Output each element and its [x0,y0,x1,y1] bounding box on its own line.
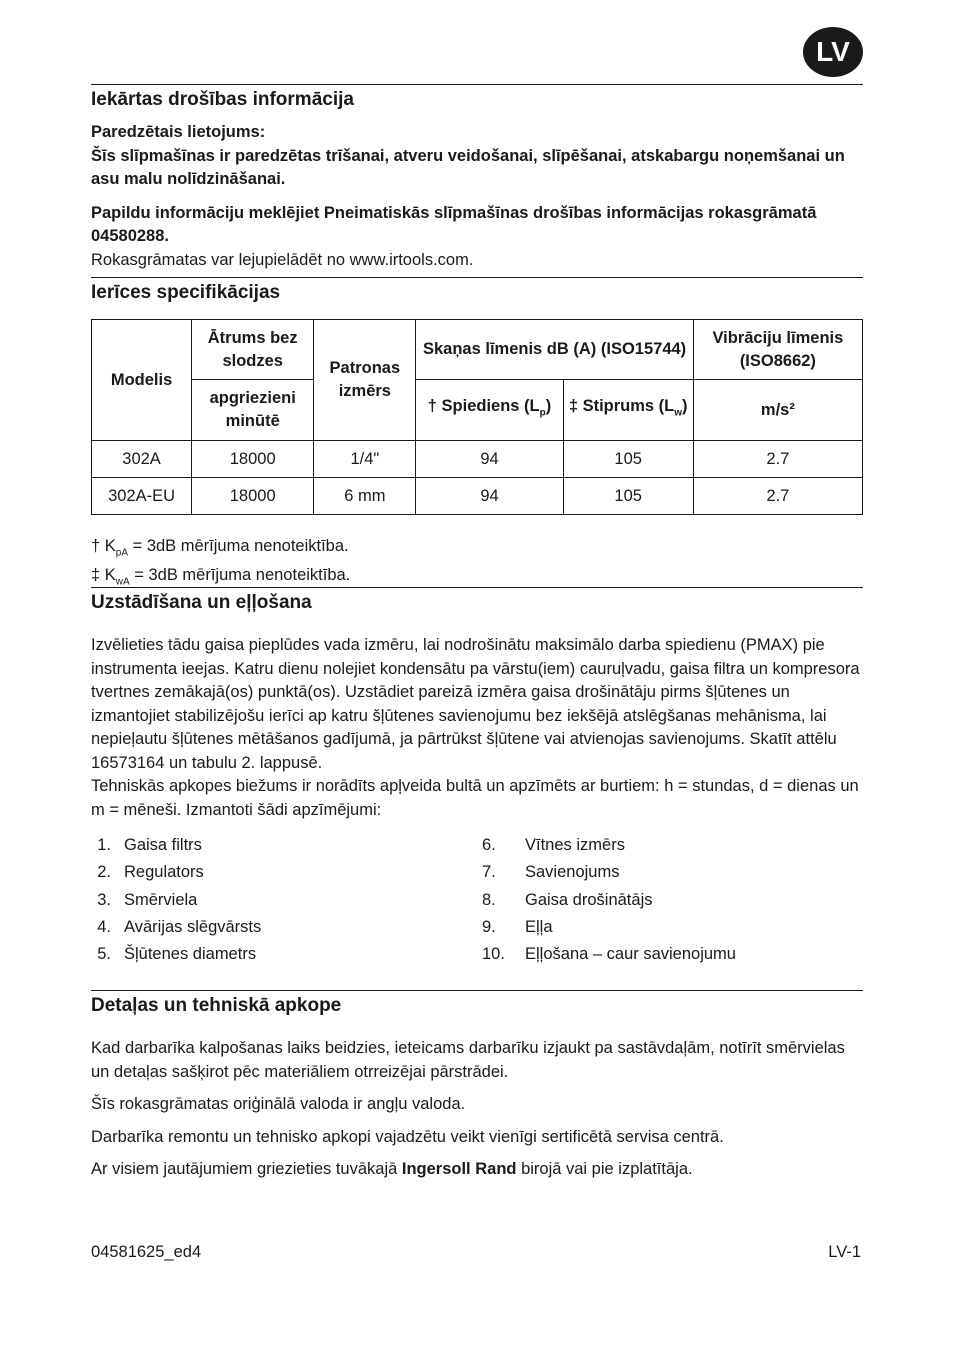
specs-section-title: Ierīces specifikācijas [91,282,281,303]
page-number: LV-1 [828,1243,861,1261]
section-divider [91,84,863,85]
legend-list-right [482,832,736,968]
list-item: 8. Gaisa drošinātājs [482,890,653,909]
cell-power: 105 [563,478,693,515]
cell-speed: 18000 [192,478,314,515]
list-item: 7. Savienojums [482,863,620,882]
list-item: 3. Smērviela [97,890,198,909]
disposal-paragraph: Kad darbarīka kalpošanas laiks beidzies, ieteicams darbarīku izjaukt pa sastāvdaļām, notīrīt smērvielas un detaļas sašķirot pēc materiāliem otrreizējai pārstrādei. [91,1039,845,1081]
list-item: 10. Eļļošana – caur savienojumu [482,945,736,964]
header-model: Modelis [92,320,192,441]
parts-section-title: Detaļas un tehniskā apkope [91,995,342,1016]
install-section-title: Uzstādīšana un eļļošana [91,592,312,613]
language-badge: LV [803,27,863,77]
list-item: 5. Šļūtenes diametrs [97,945,257,964]
list-item: 2. Regulators [97,863,204,882]
parts-section-body [91,1037,866,1182]
more-info-text: Papildu informāciju meklējiet Pneimatiskās slīpmašīnas drošības informācijas rokasgrāmatā 04580288. [91,203,817,245]
section-divider [91,990,863,991]
list-item: 1. Gaisa filtrs [97,836,202,854]
contact-paragraph: Ar visiem jautājumiem griezieties tuvākajā Ingersoll Rand birojā vai pie izplatītāja. [91,1160,693,1178]
list-item: 9. Eļļa [482,917,553,936]
download-text: Rokasgrāmatas var lejupielādēt no www.irtools.com. [91,250,474,269]
safety-section-title: Iekārtas drošības informācija [91,89,354,110]
cell-chuck: 1/4" [314,441,416,478]
section-divider [91,587,863,588]
intended-use-label: Paredzētais lietojums: [91,123,266,141]
header-pressure: † Spiediens $(L_p)$ [416,380,563,441]
specifications-table [91,319,863,515]
maintenance-paragraph: Tehniskās apkopes biežums ir norādīts apļveida bultā un apzīmēts ar burtiem: h = stundas, d = dienas un m = mēneši. Izmantoti šādi apzīmējumi: [91,777,859,819]
document-number: 04581625_ed4 [91,1243,202,1261]
cell-vibration: 2.7 [693,478,862,515]
header-vibration-unit: m/s² [693,380,862,441]
cell-pressure: 94 [416,478,563,515]
safety-section-body [91,121,866,272]
cell-pressure: 94 [416,441,563,478]
install-paragraph: Izvēlieties tādu gaisa pieplūdes vada izmēru, lai nodrošinātu maksimālo darba spiedienu (PMAX) pie instrumenta ieejas. Katru dienu nolejiet kondensātu pa vārstu(iem) cauruļvadu, gaisa filtra un kompresora tvertnes zemākajā(os) punktā(os). Uzstādiet pareizā izmēra gaisa drošinātāju pirms šļūtenes un izmantojiet stabilizējošu ierīci ap katru šļūtenes savienojumu bez iekšējā atslēgšanas mehānisma, lai nepieļautu šļūtenes mētāšanos gadījumā, ja pārtrūkst šļūtene vai atvienojas savienojums. Skatīt attēlu 16573164 un tabulu 2. lappusē. [91,636,860,772]
table-row [92,441,863,478]
cell-power: 105 [563,441,693,478]
section-divider [91,277,863,278]
service-paragraph: Darbarīka remontu un tehnisko apkopi vajadzētu veikt vienīgi sertificētā servisa centrā. [91,1127,724,1146]
original-language-paragraph: Šīs rokasgrāmatas oriģinālā valoda ir angļu valoda. [91,1095,466,1113]
brand-name: Ingersoll Rand [401,1160,517,1178]
header-chuck: Patronas izmērs [314,320,416,441]
install-section-body [91,634,866,822]
table-footnotes [91,535,350,594]
cell-speed: 18000 [192,441,314,478]
header-vibration: Vibrāciju līmenis (ISO8662) [693,320,862,380]
legend-list-left [91,832,261,968]
footnote-power: ‡ $K_{wA} = 3dB$ mērījuma nenoteiktība. [91,566,351,588]
header-sound: Skaņas līmenis dB (A) (ISO15744) [416,320,693,380]
intended-use-text: Šīs slīpmašīnas ir paredzētas trīšanai, atveru veidošanai, slīpēšanai, atskabargu noņemšanai un asu malu nolīdzināšanai. [91,146,845,188]
cell-vibration: 2.7 [693,441,862,478]
cell-model: 302A [92,441,192,478]
header-power: ‡ Stiprums $(L_w)$ [563,380,693,441]
header-speed-unit: apgriezieni minūtē [192,380,314,441]
footnote-pressure: † $K_{pA} = 3dB$ mērījuma nenoteiktība. [91,537,349,559]
cell-model: 302A-EU [92,478,192,515]
list-item: 6. Vītnes izmērs [482,836,625,854]
header-speed: Ātrums bez slodzes [192,320,314,380]
cell-chuck: 6 mm [314,478,416,515]
table-row [92,478,863,515]
list-item: 4. Avārijas slēgvārsts [97,917,262,936]
